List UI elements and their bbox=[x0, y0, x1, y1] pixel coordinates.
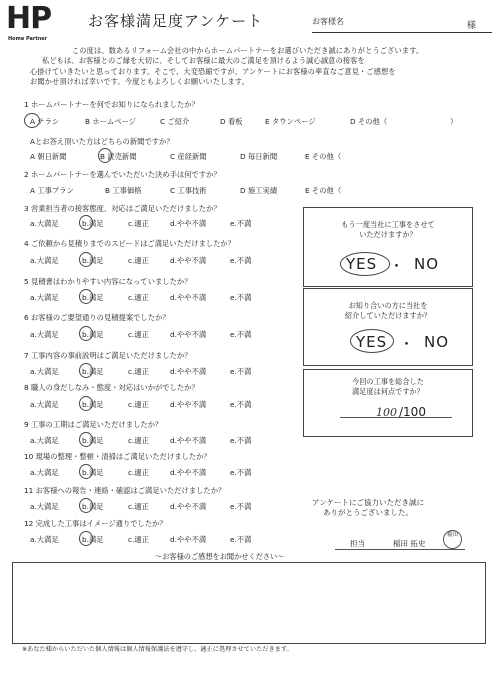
q2-option-a[interactable]: A 工事プラン bbox=[30, 186, 74, 195]
rating-option[interactable]: a.大満足 bbox=[30, 256, 59, 265]
rating-option[interactable]: c.適正 bbox=[128, 535, 149, 544]
rating-option[interactable]: d.やや不満 bbox=[170, 535, 207, 544]
q1a-option-b[interactable]: B 読売新聞 bbox=[100, 152, 137, 161]
question-3: 3 営業担当者の接客態度、対応はご満足いただけましたか？ bbox=[24, 204, 221, 213]
q3-selected-mark bbox=[79, 215, 93, 230]
score-box bbox=[303, 369, 473, 437]
score-value: 100 bbox=[376, 406, 397, 419]
rating-option[interactable]: d.やや不満 bbox=[170, 436, 207, 445]
referral-box bbox=[303, 288, 473, 366]
question-5: 5 見積書はわかりやすい内容になっていましたか？ bbox=[24, 277, 192, 286]
score-question: 今回の工事を総合した 満足度は何点ですか？ bbox=[352, 377, 424, 396]
rating-option[interactable]: c.適正 bbox=[128, 330, 149, 339]
rating-option[interactable]: a.大満足 bbox=[30, 293, 59, 302]
customer-name-field[interactable] bbox=[312, 32, 492, 33]
customer-name-label: お客様名 bbox=[312, 17, 344, 26]
q2-option-d[interactable]: D 施工実績 bbox=[240, 186, 278, 195]
rating-option[interactable]: c.適正 bbox=[128, 367, 149, 376]
signature-underline bbox=[335, 549, 465, 550]
rating-option[interactable]: a.大満足 bbox=[30, 436, 59, 445]
rating-option[interactable]: a.大満足 bbox=[30, 367, 59, 376]
referral-yes[interactable]: YES bbox=[356, 333, 388, 351]
q12-selected-mark bbox=[79, 531, 93, 546]
q11-selected-mark bbox=[79, 498, 93, 513]
staff-name: 稲田 拓史 bbox=[393, 539, 426, 548]
q1-option-e[interactable]: E タウンページ bbox=[265, 117, 316, 126]
rating-option[interactable]: b.満足 bbox=[82, 535, 104, 544]
question-4: 4 ご依頼から見積りまでのスピードはご満足いただけましたか？ bbox=[24, 239, 235, 248]
q1a-option-e[interactable]: E その他（ bbox=[305, 152, 342, 161]
rating-option[interactable]: e.不満 bbox=[230, 535, 252, 544]
rating-option[interactable]: e.不満 bbox=[230, 468, 252, 477]
intro-line: お聞かせ頂ければ幸いです。今度ともよろしくお願いいたします。 bbox=[30, 76, 249, 86]
q1-option-a[interactable]: A テラシ bbox=[30, 117, 60, 126]
q1a-selected-mark bbox=[98, 148, 112, 163]
rating-option[interactable]: b.満足 bbox=[82, 436, 104, 445]
rating-option[interactable]: e.不満 bbox=[230, 219, 252, 228]
logo: HP bbox=[6, 1, 52, 36]
rating-option[interactable]: d.やや不満 bbox=[170, 330, 207, 339]
rating-option[interactable]: b.満足 bbox=[82, 256, 104, 265]
intro-line: この度は、数あるリフォーム会社の中からホームパートナーをお選びいただき誠にありがとうございます。 bbox=[72, 46, 424, 55]
intro-line: 心掛けていきたいと思っております。そこで、大変恐縮ですが、アンケートにお客様の率直なご意見・ご感想を bbox=[30, 66, 396, 76]
q8-selected-mark bbox=[79, 396, 93, 411]
rating-option[interactable]: e.不満 bbox=[230, 502, 252, 511]
question-7: 7 工事内容の事前説明はご満足いただけましたか？ bbox=[24, 351, 192, 360]
rating-option[interactable]: b.満足 bbox=[82, 330, 104, 339]
rating-option[interactable]: d.やや不満 bbox=[170, 400, 207, 409]
staff-role: 担当 bbox=[350, 539, 365, 548]
referral-yes-selected-mark bbox=[350, 329, 394, 353]
referral-question: お知り合いの方に当社を 紹介していただけますか？ bbox=[344, 301, 432, 320]
repeat-no[interactable]: NO bbox=[414, 255, 440, 273]
page-title: お客様満足度アンケート bbox=[88, 12, 264, 30]
rating-option[interactable]: e.不満 bbox=[230, 400, 252, 409]
repeat-dot: ・ bbox=[389, 257, 406, 275]
q2-option-b[interactable]: B 工事価格 bbox=[105, 186, 142, 195]
rating-option[interactable]: e.不満 bbox=[230, 330, 252, 339]
referral-no[interactable]: NO bbox=[424, 333, 450, 351]
q1-option-other[interactable]: D その他（ bbox=[350, 117, 388, 126]
q1-option-b[interactable]: B ホームページ bbox=[85, 117, 136, 126]
question-11: 11 お客様への報告・連絡・確認はご満足いただけましたか？ bbox=[24, 486, 226, 495]
rating-option[interactable]: a.大満足 bbox=[30, 535, 59, 544]
rating-option[interactable]: b.満足 bbox=[82, 367, 104, 376]
q5-selected-mark bbox=[79, 289, 93, 304]
comment-header: 〜お客様のご感想をお聞かせください〜 bbox=[155, 552, 285, 561]
repeat-order-box bbox=[303, 207, 473, 287]
question-6: 6 お客様のご要望通りの見積提案でしたか？ bbox=[24, 313, 170, 322]
score-suffix: /100 bbox=[399, 405, 426, 419]
rating-option[interactable]: a.大満足 bbox=[30, 330, 59, 339]
q1a-option-d[interactable]: D 毎日新聞 bbox=[240, 152, 278, 161]
comment-field[interactable] bbox=[12, 562, 486, 644]
logo-subtitle: Home Partner bbox=[8, 36, 48, 42]
question-1: 1 ホームパートナーを何でお知りになられましたか？ bbox=[24, 100, 199, 109]
rating-option[interactable]: d.やや不満 bbox=[170, 502, 207, 511]
question-1a: Aとお答え頂いた方はどちらの新聞ですか？ bbox=[30, 137, 174, 146]
rating-option[interactable]: d.やや不満 bbox=[170, 367, 207, 376]
q1-option-other-close: ） bbox=[450, 117, 458, 126]
repeat-order-question: もう一度当社に工事をさせて いただけますか？ bbox=[341, 220, 435, 239]
question-2: 2 ホームパートナーを選んでいただいた決め手は何ですか？ bbox=[24, 170, 221, 179]
repeat-yes-selected-mark bbox=[340, 252, 390, 276]
rating-option[interactable]: c.適正 bbox=[128, 293, 149, 302]
rating-option[interactable]: d.やや不満 bbox=[170, 219, 207, 228]
q1-selected-mark bbox=[24, 113, 40, 128]
staff-seal: 稲田 bbox=[443, 530, 462, 549]
rating-option[interactable]: e.不満 bbox=[230, 367, 252, 376]
rating-option[interactable]: d.やや不満 bbox=[170, 256, 207, 265]
q1a-option-c[interactable]: C 産経新聞 bbox=[170, 152, 207, 161]
rating-option[interactable]: a.大満足 bbox=[30, 219, 59, 228]
q9-selected-mark bbox=[79, 432, 93, 447]
rating-option[interactable]: a.大満足 bbox=[30, 400, 59, 409]
q1-option-d[interactable]: D 看板 bbox=[220, 117, 243, 126]
question-10: 10 現場の整理・整頓・清掃はご満足いただけましたか？ bbox=[24, 452, 211, 461]
q4-selected-mark bbox=[79, 252, 93, 267]
q6-selected-mark bbox=[79, 326, 93, 341]
repeat-yes[interactable]: YES bbox=[346, 255, 378, 273]
rating-option[interactable]: c.適正 bbox=[128, 502, 149, 511]
intro-text bbox=[30, 46, 480, 87]
rating-option[interactable]: c.適正 bbox=[128, 219, 149, 228]
intro-line: 私どもは、お客様とのご縁を大切に、そしてお客様に最大のご満足を頂けるよう誠心誠意の接客を bbox=[42, 56, 365, 66]
rating-option[interactable]: b.満足 bbox=[82, 468, 104, 477]
q10-selected-mark bbox=[79, 464, 93, 479]
q2-option-c[interactable]: C 工事技術 bbox=[170, 186, 207, 195]
score-underline bbox=[340, 417, 452, 418]
question-8: 8 職人の身だしなみ・態度・対応はいかがでしたか？ bbox=[24, 383, 199, 392]
question-12: 12 完成した工事はイメージ通りでしたか？ bbox=[24, 519, 167, 528]
q1-option-c[interactable]: C ご紹介 bbox=[160, 117, 190, 126]
rating-option[interactable]: c.適正 bbox=[128, 468, 149, 477]
rating-option[interactable]: e.不満 bbox=[230, 293, 252, 302]
rating-option[interactable]: c.適正 bbox=[128, 256, 149, 265]
q1a-option-a[interactable]: A 朝日新聞 bbox=[30, 152, 67, 161]
rating-option[interactable]: b.満足 bbox=[82, 219, 104, 228]
referral-dot: ・ bbox=[399, 335, 416, 353]
rating-option[interactable]: d.やや不満 bbox=[170, 293, 207, 302]
rating-option[interactable]: e.不満 bbox=[230, 436, 252, 445]
rating-option[interactable]: a.大満足 bbox=[30, 468, 59, 477]
rating-option[interactable]: d.やや不満 bbox=[170, 468, 207, 477]
q7-selected-mark bbox=[79, 363, 93, 378]
q2-option-e[interactable]: E その他（ bbox=[305, 186, 342, 195]
privacy-note: ※あなた様からいただいた個人情報は個人情報保護法を遵守し、適正に処理させていただきます。 bbox=[22, 646, 293, 653]
question-9: 9 工事の工期はご満足いただけましたか？ bbox=[24, 420, 163, 429]
customer-name-suffix: 様 bbox=[467, 21, 477, 31]
thanks-message: アンケートにご協力いただき誠に ありがとうございました。 bbox=[312, 498, 425, 517]
rating-option[interactable]: c.適正 bbox=[128, 400, 149, 409]
rating-option[interactable]: b.満足 bbox=[82, 293, 104, 302]
rating-option[interactable]: a.大満足 bbox=[30, 502, 59, 511]
rating-option[interactable]: c.適正 bbox=[128, 436, 149, 445]
rating-option[interactable]: e.不満 bbox=[230, 256, 252, 265]
rating-option[interactable]: b.満足 bbox=[82, 400, 104, 409]
rating-option[interactable]: b.満足 bbox=[82, 502, 104, 511]
